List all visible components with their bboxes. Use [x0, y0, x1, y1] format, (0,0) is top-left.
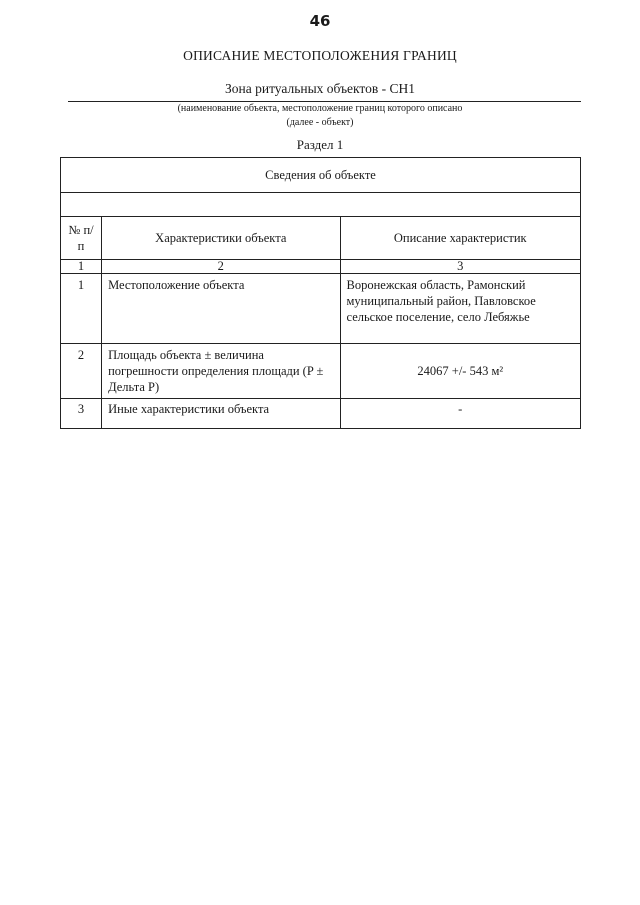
section-label: Раздел 1 [296, 137, 344, 152]
header-description: Описание характеристик [340, 217, 581, 260]
row-number: 2 [61, 344, 102, 399]
row-characteristic: Иные характеристики объекта [102, 399, 340, 429]
header-number: № п/п [61, 217, 102, 260]
column-number-cell: 3 [340, 260, 581, 274]
document-title: ОПИСАНИЕ МЕСТОПОЛОЖЕНИЯ ГРАНИЦ [183, 48, 457, 63]
underline-divider [68, 101, 581, 102]
object-caption-line2: (далее - объект) [286, 117, 354, 128]
table-row [61, 399, 581, 429]
row-description: Воронежская область, Рамонский муниципальный район, Павловское сельское поселение, село Лебяжье [340, 274, 581, 344]
table-header-row [61, 217, 581, 260]
row-characteristic: Площадь объекта ± величина погрешности определения площади (P ± Дельта P) [102, 344, 340, 399]
page-number: 46 [309, 12, 331, 30]
row-characteristic: Местоположение объекта [102, 274, 340, 344]
table-spacer-row [61, 193, 581, 217]
object-name: Зона ритуальных объектов - СН1 [224, 81, 416, 96]
object-caption-line1: (наименование объекта, местоположение границ которого описано [177, 103, 463, 114]
column-number-cell: 1 [61, 260, 102, 274]
column-number-cell: 2 [102, 260, 340, 274]
row-number: 3 [61, 399, 102, 429]
table-row [61, 344, 581, 399]
header-characteristic: Характеристики объекта [102, 217, 340, 260]
row-description: 24067 +/- 543 м² [340, 344, 581, 399]
table-caption: Сведения об объекте [61, 158, 581, 193]
table-row [61, 274, 581, 344]
row-description: - [340, 399, 581, 429]
table-caption-row [61, 158, 581, 193]
table-spacer-cell [61, 193, 581, 217]
row-number: 1 [61, 274, 102, 344]
column-number-row [61, 260, 581, 274]
object-info-table [60, 157, 581, 429]
